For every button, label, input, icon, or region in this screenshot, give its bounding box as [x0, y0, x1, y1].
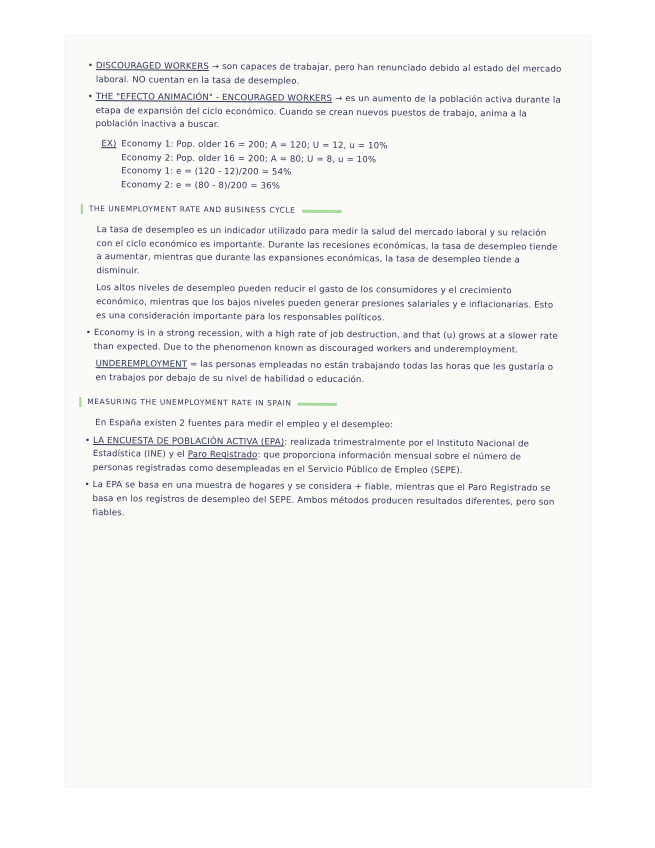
example-line: Economy 2: Pop. older 16 = 200; A = 80; U = 8, u = 10% — [121, 152, 377, 165]
example-block — [87, 138, 565, 196]
highlighter-stroke — [298, 402, 338, 405]
discouraged-workers-term: DISCOURAGED WORKERS — [95, 61, 210, 72]
paragraph-high-unemployment: Los altos niveles de desempleo pueden reducir el gasto de los consumidores y el crecimiento económico, mientras que los bajos niveles pueden generar presiones salariales y e inflacionarias. Esto es una consideración importante para los responsables políticos. — [95, 283, 554, 323]
heading-text: MEASURING THE UNEMPLOYMENT RATE IN SPAIN — [87, 397, 292, 409]
encouraged-workers-text: → es un aumento de la población activa durante la etapa de expansión del ciclo económico. Cuando se crean nuevos puestos de trabajo, anima a la población inactiva a buscar. — [95, 94, 561, 131]
paro-registrado-term: Paro Registrado — [187, 450, 258, 461]
underemployment-note — [85, 358, 563, 389]
section-heading-business-cycle — [81, 202, 565, 219]
section-heading-spain — [79, 395, 563, 412]
paragraph-unemployment-rate: La tasa de desempleo es un indicador utilizado para medir la salud del mercado laboral y su relación con el ciclo económico es importante. Durante las recesiones económicas, la tasa de desempleo tiende a aumentar, mientras que durante las expansiones económicas, la tasa de desempleo tiende a disminuir. — [96, 225, 558, 277]
notebook-page — [66, 36, 590, 786]
epa-note — [85, 435, 563, 480]
epa-text-1: : realizada trimestralmente por el Instituto Nacional de Estadística (INE) y el — [92, 437, 530, 461]
handwritten-notes — [84, 60, 566, 528]
highlighter-stroke — [301, 209, 341, 212]
paragraph-sources: En España existen 2 fuentes para medir el empleo y el desempleo: — [95, 418, 394, 431]
epa-term: LA ENCUESTA DE POBLACIÓN ACTIVA (EPA) — [92, 435, 285, 448]
epa-text-2: : que proporciona información mensual sobre el número de personas registradas como desempleadas en el Servicio Público de Empleo (SEPE). — [92, 450, 522, 476]
example-tag: EX) — [101, 139, 117, 150]
example-line: Economy 1: e = (120 - 12)/200 = 54% — [121, 166, 292, 178]
underemployment-term: UNDEREMPLOYMENT — [95, 359, 188, 371]
example-line: Economy 1: Pop. older 16 = 200; A = 120; U = 12, u = 10% — [121, 139, 388, 152]
encouraged-workers-note — [87, 91, 565, 136]
heading-marker — [79, 397, 81, 407]
encouraged-workers-term: THE "EFECTO ANIMACIÓN" - ENCOURAGED WORKERS — [95, 92, 333, 105]
heading-marker — [81, 204, 83, 214]
paragraph-recession: • Economy is in a strong recession, with a high rate of job destruction, and that (u) grows at a slower rate than expected. Due to the phenomenon known as discouraged workers and underemployment. — [86, 327, 564, 358]
underemployment-text: = las personas empleadas no están trabajando todas las horas que les gustaría o en trabajos por debajo de su nivel de habilidad o educación. — [95, 360, 554, 386]
heading-text: THE UNEMPLOYMENT RATE AND BUSINESS CYCLE — [88, 204, 296, 215]
discouraged-workers-note — [88, 60, 566, 91]
discouraged-workers-text: → son capaces de trabajar, pero han renunciado debido al estado del mercado laboral. NO cuentan en la tasa de desempleo. — [95, 61, 562, 87]
example-line: Economy 2: e = (80 - 8)/200 = 36% — [120, 180, 281, 192]
paragraph-epa-vs-paro: • La EPA se basa en una muestra de hogares y se considera + fiable, mientras que el Paro Registrado se basa en los registros de desempleo del SEPE. Ambos métodos producen resultados diferentes, pero son fiables. — [84, 479, 562, 524]
